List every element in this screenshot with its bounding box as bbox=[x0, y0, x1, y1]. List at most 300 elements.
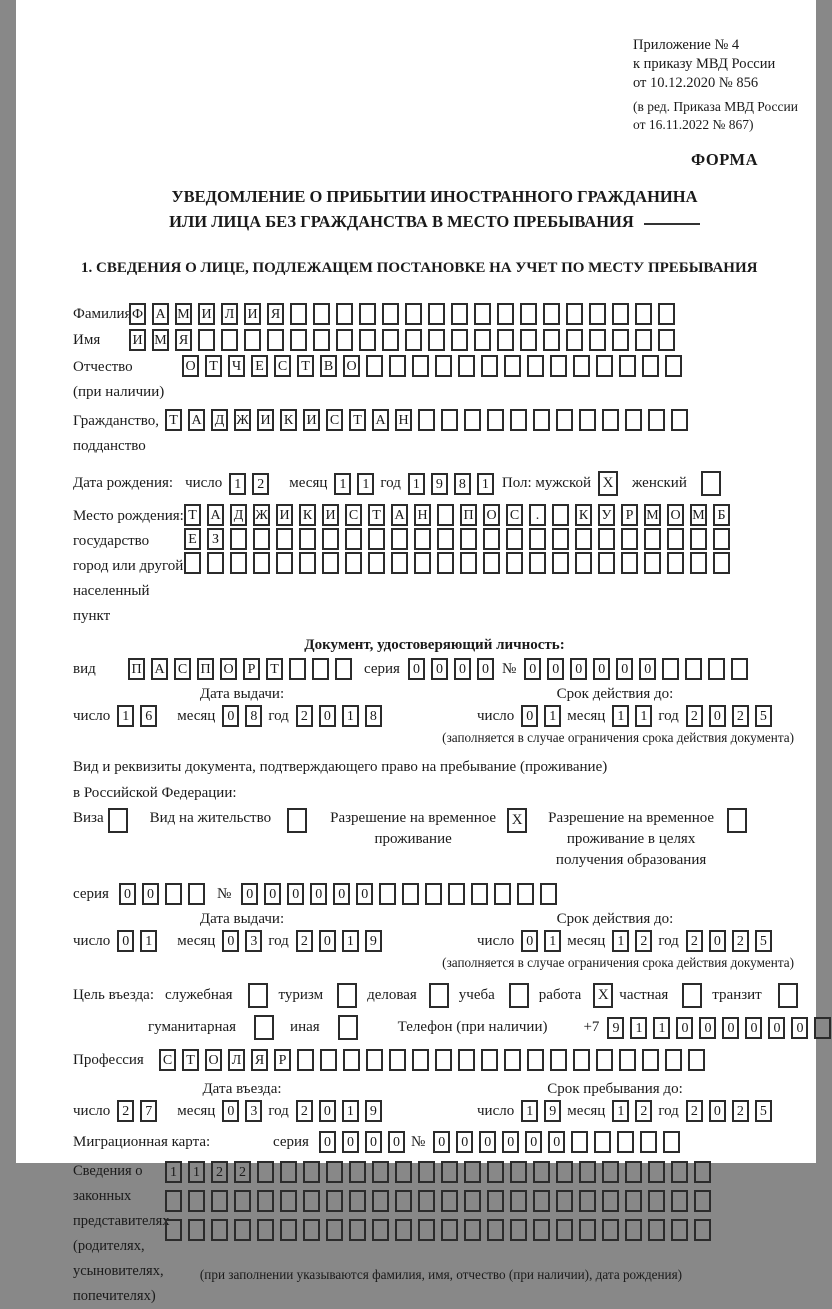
char-cell[interactable]: 1 bbox=[165, 1161, 182, 1183]
char-cell[interactable] bbox=[326, 1161, 343, 1183]
char-cell[interactable] bbox=[437, 528, 454, 550]
char-cell[interactable]: 1 bbox=[342, 1100, 359, 1122]
char-cell[interactable]: 1 bbox=[630, 1017, 647, 1039]
char-cell[interactable]: 0 bbox=[454, 658, 471, 680]
char-cell[interactable]: 0 bbox=[433, 1131, 450, 1153]
char-cell[interactable] bbox=[458, 1049, 475, 1071]
char-cell[interactable] bbox=[573, 1049, 590, 1071]
char-cell[interactable] bbox=[671, 1219, 688, 1241]
char-cell[interactable] bbox=[510, 1190, 527, 1212]
char-cell[interactable]: 3 bbox=[245, 930, 262, 952]
char-cell[interactable]: А bbox=[391, 504, 408, 526]
char-cell[interactable] bbox=[464, 1161, 481, 1183]
char-cell[interactable]: О bbox=[483, 504, 500, 526]
char-cell[interactable]: 5 bbox=[755, 705, 772, 727]
char-cell[interactable]: Я bbox=[175, 329, 192, 351]
char-cell[interactable] bbox=[336, 329, 353, 351]
char-cell[interactable] bbox=[276, 552, 293, 574]
char-cell[interactable] bbox=[230, 528, 247, 550]
char-cell[interactable]: 2 bbox=[686, 930, 703, 952]
char-cell[interactable] bbox=[596, 1049, 613, 1071]
sex-female-checkbox[interactable] bbox=[701, 471, 721, 496]
char-cell[interactable]: П bbox=[460, 504, 477, 526]
char-cell[interactable]: О bbox=[205, 1049, 222, 1071]
char-cell[interactable] bbox=[349, 1190, 366, 1212]
char-cell[interactable]: 1 bbox=[612, 705, 629, 727]
char-cell[interactable]: И bbox=[322, 504, 339, 526]
char-cell[interactable] bbox=[435, 1049, 452, 1071]
char-cell[interactable] bbox=[253, 552, 270, 574]
char-cell[interactable] bbox=[510, 1219, 527, 1241]
char-cell[interactable]: Б bbox=[713, 504, 730, 526]
char-cell[interactable] bbox=[425, 883, 442, 905]
char-cell[interactable] bbox=[487, 1190, 504, 1212]
char-cell[interactable] bbox=[648, 409, 665, 431]
char-cell[interactable] bbox=[642, 1049, 659, 1071]
char-cell[interactable]: 2 bbox=[732, 1100, 749, 1122]
char-cell[interactable]: Т bbox=[266, 658, 283, 680]
char-cell[interactable] bbox=[573, 355, 590, 377]
char-cell[interactable]: А bbox=[207, 504, 224, 526]
char-cell[interactable] bbox=[648, 1161, 665, 1183]
char-cell[interactable] bbox=[464, 1190, 481, 1212]
char-cell[interactable] bbox=[184, 552, 201, 574]
char-cell[interactable]: 0 bbox=[456, 1131, 473, 1153]
char-cell[interactable]: 0 bbox=[342, 1131, 359, 1153]
char-cell[interactable]: 0 bbox=[222, 1100, 239, 1122]
char-cell[interactable] bbox=[635, 329, 652, 351]
char-cell[interactable]: Я bbox=[251, 1049, 268, 1071]
char-cell[interactable] bbox=[598, 528, 615, 550]
char-cell[interactable]: С bbox=[506, 504, 523, 526]
char-cell[interactable] bbox=[234, 1190, 251, 1212]
char-cell[interactable]: 1 bbox=[229, 473, 246, 495]
char-cell[interactable] bbox=[662, 658, 679, 680]
char-cell[interactable] bbox=[533, 409, 550, 431]
char-cell[interactable] bbox=[625, 1219, 642, 1241]
char-cell[interactable] bbox=[244, 329, 261, 351]
char-cell[interactable]: К bbox=[575, 504, 592, 526]
char-cell[interactable] bbox=[391, 552, 408, 574]
char-cell[interactable]: 8 bbox=[245, 705, 262, 727]
char-cell[interactable] bbox=[165, 883, 182, 905]
char-cell[interactable] bbox=[497, 329, 514, 351]
char-cell[interactable] bbox=[487, 409, 504, 431]
char-cell[interactable] bbox=[464, 409, 481, 431]
char-cell[interactable] bbox=[418, 409, 435, 431]
char-cell[interactable]: Р bbox=[243, 658, 260, 680]
char-cell[interactable] bbox=[412, 355, 429, 377]
char-cell[interactable]: Ф bbox=[129, 303, 146, 325]
char-cell[interactable] bbox=[671, 1161, 688, 1183]
char-cell[interactable]: Я bbox=[267, 303, 284, 325]
char-cell[interactable]: 8 bbox=[365, 705, 382, 727]
char-cell[interactable] bbox=[471, 883, 488, 905]
char-cell[interactable] bbox=[366, 1049, 383, 1071]
char-cell[interactable]: 9 bbox=[431, 473, 448, 495]
purpose-official-checkbox[interactable] bbox=[248, 983, 268, 1008]
purpose-private-checkbox[interactable] bbox=[682, 983, 702, 1008]
char-cell[interactable] bbox=[165, 1219, 182, 1241]
char-cell[interactable] bbox=[441, 1190, 458, 1212]
char-cell[interactable] bbox=[389, 355, 406, 377]
char-cell[interactable] bbox=[694, 1190, 711, 1212]
purpose-humanitarian-checkbox[interactable] bbox=[254, 1015, 274, 1040]
char-cell[interactable] bbox=[326, 1190, 343, 1212]
char-cell[interactable] bbox=[579, 1161, 596, 1183]
char-cell[interactable] bbox=[395, 1219, 412, 1241]
char-cell[interactable] bbox=[372, 1190, 389, 1212]
char-cell[interactable] bbox=[188, 1190, 205, 1212]
char-cell[interactable] bbox=[198, 329, 215, 351]
char-cell[interactable] bbox=[658, 303, 675, 325]
char-cell[interactable]: 0 bbox=[319, 705, 336, 727]
char-cell[interactable] bbox=[464, 1219, 481, 1241]
char-cell[interactable] bbox=[494, 883, 511, 905]
char-cell[interactable] bbox=[671, 1190, 688, 1212]
char-cell[interactable] bbox=[297, 1049, 314, 1071]
char-cell[interactable]: 0 bbox=[319, 1100, 336, 1122]
char-cell[interactable] bbox=[497, 303, 514, 325]
char-cell[interactable]: 0 bbox=[639, 658, 656, 680]
char-cell[interactable]: 1 bbox=[612, 930, 629, 952]
char-cell[interactable]: Н bbox=[414, 504, 431, 526]
char-cell[interactable]: 1 bbox=[521, 1100, 538, 1122]
char-cell[interactable] bbox=[320, 1049, 337, 1071]
char-cell[interactable]: 0 bbox=[525, 1131, 542, 1153]
char-cell[interactable] bbox=[389, 1049, 406, 1071]
char-cell[interactable]: Н bbox=[395, 409, 412, 431]
char-cell[interactable] bbox=[428, 329, 445, 351]
char-cell[interactable]: М bbox=[644, 504, 661, 526]
char-cell[interactable]: Е bbox=[251, 355, 268, 377]
char-cell[interactable] bbox=[276, 528, 293, 550]
char-cell[interactable]: У bbox=[598, 504, 615, 526]
char-cell[interactable] bbox=[550, 1049, 567, 1071]
char-cell[interactable] bbox=[625, 1161, 642, 1183]
char-cell[interactable]: С bbox=[174, 658, 191, 680]
char-cell[interactable] bbox=[527, 1049, 544, 1071]
purpose-transit-checkbox[interactable] bbox=[778, 983, 798, 1008]
char-cell[interactable] bbox=[414, 528, 431, 550]
char-cell[interactable] bbox=[257, 1190, 274, 1212]
char-cell[interactable] bbox=[299, 552, 316, 574]
char-cell[interactable]: 0 bbox=[333, 883, 350, 905]
char-cell[interactable] bbox=[280, 1161, 297, 1183]
char-cell[interactable]: 0 bbox=[676, 1017, 693, 1039]
char-cell[interactable] bbox=[280, 1190, 297, 1212]
char-cell[interactable]: С bbox=[345, 504, 362, 526]
char-cell[interactable] bbox=[708, 658, 725, 680]
char-cell[interactable]: 2 bbox=[635, 930, 652, 952]
char-cell[interactable] bbox=[412, 1049, 429, 1071]
char-cell[interactable] bbox=[418, 1219, 435, 1241]
char-cell[interactable]: Т bbox=[349, 409, 366, 431]
char-cell[interactable]: М bbox=[152, 329, 169, 351]
char-cell[interactable]: Д bbox=[230, 504, 247, 526]
char-cell[interactable]: И bbox=[129, 329, 146, 351]
char-cell[interactable] bbox=[349, 1219, 366, 1241]
char-cell[interactable] bbox=[335, 658, 352, 680]
char-cell[interactable]: К bbox=[280, 409, 297, 431]
char-cell[interactable]: Т bbox=[184, 504, 201, 526]
char-cell[interactable] bbox=[481, 355, 498, 377]
char-cell[interactable]: 0 bbox=[117, 930, 134, 952]
sex-male-checkbox[interactable]: X bbox=[598, 471, 618, 496]
char-cell[interactable] bbox=[451, 303, 468, 325]
char-cell[interactable]: П bbox=[197, 658, 214, 680]
char-cell[interactable]: Т bbox=[165, 409, 182, 431]
char-cell[interactable]: 1 bbox=[408, 473, 425, 495]
char-cell[interactable] bbox=[594, 1131, 611, 1153]
char-cell[interactable] bbox=[395, 1161, 412, 1183]
char-cell[interactable]: 6 bbox=[140, 705, 157, 727]
char-cell[interactable] bbox=[487, 1161, 504, 1183]
char-cell[interactable]: Ч bbox=[228, 355, 245, 377]
char-cell[interactable] bbox=[612, 329, 629, 351]
char-cell[interactable] bbox=[312, 658, 329, 680]
char-cell[interactable]: О bbox=[220, 658, 237, 680]
char-cell[interactable] bbox=[529, 552, 546, 574]
char-cell[interactable] bbox=[474, 329, 491, 351]
char-cell[interactable]: 1 bbox=[635, 705, 652, 727]
char-cell[interactable] bbox=[665, 1049, 682, 1071]
char-cell[interactable]: С bbox=[326, 409, 343, 431]
char-cell[interactable] bbox=[602, 1161, 619, 1183]
char-cell[interactable] bbox=[437, 552, 454, 574]
char-cell[interactable] bbox=[648, 1190, 665, 1212]
char-cell[interactable] bbox=[506, 528, 523, 550]
char-cell[interactable]: 9 bbox=[544, 1100, 561, 1122]
char-cell[interactable]: 5 bbox=[755, 1100, 772, 1122]
char-cell[interactable] bbox=[448, 883, 465, 905]
char-cell[interactable] bbox=[391, 528, 408, 550]
char-cell[interactable] bbox=[602, 1190, 619, 1212]
char-cell[interactable]: М bbox=[690, 504, 707, 526]
char-cell[interactable]: М bbox=[175, 303, 192, 325]
char-cell[interactable]: А bbox=[152, 303, 169, 325]
char-cell[interactable] bbox=[589, 329, 606, 351]
char-cell[interactable] bbox=[533, 1161, 550, 1183]
char-cell[interactable]: 0 bbox=[356, 883, 373, 905]
char-cell[interactable]: 0 bbox=[768, 1017, 785, 1039]
char-cell[interactable]: 0 bbox=[791, 1017, 808, 1039]
visa-checkbox[interactable] bbox=[108, 808, 128, 833]
char-cell[interactable] bbox=[520, 303, 537, 325]
char-cell[interactable]: 2 bbox=[211, 1161, 228, 1183]
char-cell[interactable] bbox=[619, 355, 636, 377]
char-cell[interactable] bbox=[343, 1049, 360, 1071]
char-cell[interactable] bbox=[405, 329, 422, 351]
char-cell[interactable]: 1 bbox=[357, 473, 374, 495]
char-cell[interactable]: 1 bbox=[140, 930, 157, 952]
char-cell[interactable] bbox=[382, 303, 399, 325]
char-cell[interactable] bbox=[290, 329, 307, 351]
char-cell[interactable]: А bbox=[188, 409, 205, 431]
char-cell[interactable] bbox=[359, 329, 376, 351]
char-cell[interactable]: 0 bbox=[547, 658, 564, 680]
char-cell[interactable] bbox=[322, 552, 339, 574]
char-cell[interactable]: 1 bbox=[188, 1161, 205, 1183]
char-cell[interactable]: Е bbox=[184, 528, 201, 550]
char-cell[interactable]: 0 bbox=[119, 883, 136, 905]
char-cell[interactable]: К bbox=[299, 504, 316, 526]
char-cell[interactable] bbox=[644, 528, 661, 550]
char-cell[interactable]: 0 bbox=[408, 658, 425, 680]
char-cell[interactable] bbox=[257, 1161, 274, 1183]
char-cell[interactable] bbox=[474, 303, 491, 325]
char-cell[interactable] bbox=[379, 883, 396, 905]
char-cell[interactable]: О bbox=[182, 355, 199, 377]
char-cell[interactable]: 0 bbox=[222, 705, 239, 727]
char-cell[interactable] bbox=[552, 528, 569, 550]
char-cell[interactable] bbox=[372, 1161, 389, 1183]
char-cell[interactable] bbox=[211, 1219, 228, 1241]
char-cell[interactable]: О bbox=[667, 504, 684, 526]
char-cell[interactable] bbox=[619, 1049, 636, 1071]
char-cell[interactable] bbox=[441, 409, 458, 431]
char-cell[interactable] bbox=[517, 883, 534, 905]
char-cell[interactable]: 0 bbox=[709, 705, 726, 727]
char-cell[interactable] bbox=[289, 658, 306, 680]
char-cell[interactable] bbox=[451, 329, 468, 351]
char-cell[interactable]: 9 bbox=[365, 1100, 382, 1122]
char-cell[interactable]: 0 bbox=[222, 930, 239, 952]
char-cell[interactable] bbox=[579, 1219, 596, 1241]
char-cell[interactable] bbox=[230, 552, 247, 574]
char-cell[interactable] bbox=[165, 1190, 182, 1212]
char-cell[interactable] bbox=[313, 329, 330, 351]
char-cell[interactable] bbox=[382, 329, 399, 351]
char-cell[interactable] bbox=[589, 303, 606, 325]
char-cell[interactable]: 0 bbox=[699, 1017, 716, 1039]
char-cell[interactable] bbox=[644, 552, 661, 574]
char-cell[interactable]: И bbox=[303, 409, 320, 431]
char-cell[interactable] bbox=[435, 355, 452, 377]
char-cell[interactable] bbox=[257, 1219, 274, 1241]
char-cell[interactable] bbox=[621, 528, 638, 550]
char-cell[interactable]: 1 bbox=[544, 705, 561, 727]
char-cell[interactable] bbox=[460, 552, 477, 574]
char-cell[interactable]: . bbox=[529, 504, 546, 526]
char-cell[interactable]: 5 bbox=[755, 930, 772, 952]
char-cell[interactable]: И bbox=[257, 409, 274, 431]
char-cell[interactable] bbox=[694, 1219, 711, 1241]
char-cell[interactable] bbox=[667, 552, 684, 574]
char-cell[interactable]: 8 bbox=[454, 473, 471, 495]
char-cell[interactable]: 0 bbox=[722, 1017, 739, 1039]
char-cell[interactable]: С bbox=[274, 355, 291, 377]
char-cell[interactable] bbox=[625, 1190, 642, 1212]
char-cell[interactable]: 0 bbox=[142, 883, 159, 905]
char-cell[interactable]: 7 bbox=[140, 1100, 157, 1122]
char-cell[interactable]: 2 bbox=[635, 1100, 652, 1122]
char-cell[interactable] bbox=[267, 329, 284, 351]
char-cell[interactable] bbox=[520, 329, 537, 351]
char-cell[interactable] bbox=[322, 528, 339, 550]
char-cell[interactable] bbox=[598, 552, 615, 574]
char-cell[interactable] bbox=[642, 355, 659, 377]
char-cell[interactable] bbox=[504, 1049, 521, 1071]
char-cell[interactable] bbox=[575, 528, 592, 550]
char-cell[interactable] bbox=[556, 1190, 573, 1212]
char-cell[interactable]: 9 bbox=[365, 930, 382, 952]
char-cell[interactable] bbox=[460, 528, 477, 550]
char-cell[interactable]: 0 bbox=[548, 1131, 565, 1153]
char-cell[interactable] bbox=[635, 303, 652, 325]
char-cell[interactable]: С bbox=[159, 1049, 176, 1071]
char-cell[interactable] bbox=[481, 1049, 498, 1071]
char-cell[interactable]: А bbox=[151, 658, 168, 680]
char-cell[interactable] bbox=[731, 658, 748, 680]
char-cell[interactable] bbox=[418, 1190, 435, 1212]
char-cell[interactable] bbox=[571, 1131, 588, 1153]
char-cell[interactable]: 0 bbox=[365, 1131, 382, 1153]
char-cell[interactable]: 1 bbox=[653, 1017, 670, 1039]
char-cell[interactable]: 0 bbox=[709, 1100, 726, 1122]
char-cell[interactable] bbox=[543, 329, 560, 351]
char-cell[interactable]: 2 bbox=[732, 930, 749, 952]
char-cell[interactable]: 0 bbox=[264, 883, 281, 905]
char-cell[interactable]: 1 bbox=[342, 930, 359, 952]
char-cell[interactable] bbox=[596, 355, 613, 377]
char-cell[interactable]: 2 bbox=[296, 705, 313, 727]
char-cell[interactable]: О bbox=[343, 355, 360, 377]
char-cell[interactable]: 1 bbox=[117, 705, 134, 727]
char-cell[interactable] bbox=[552, 552, 569, 574]
char-cell[interactable]: 9 bbox=[607, 1017, 624, 1039]
char-cell[interactable] bbox=[556, 1219, 573, 1241]
char-cell[interactable] bbox=[694, 1161, 711, 1183]
char-cell[interactable]: 2 bbox=[732, 705, 749, 727]
char-cell[interactable]: 2 bbox=[686, 1100, 703, 1122]
char-cell[interactable] bbox=[612, 303, 629, 325]
char-cell[interactable] bbox=[504, 355, 521, 377]
char-cell[interactable] bbox=[441, 1219, 458, 1241]
char-cell[interactable] bbox=[188, 883, 205, 905]
char-cell[interactable]: 0 bbox=[477, 658, 494, 680]
char-cell[interactable] bbox=[211, 1190, 228, 1212]
char-cell[interactable]: 2 bbox=[686, 705, 703, 727]
char-cell[interactable]: И bbox=[276, 504, 293, 526]
char-cell[interactable] bbox=[648, 1219, 665, 1241]
char-cell[interactable] bbox=[280, 1219, 297, 1241]
char-cell[interactable] bbox=[510, 1161, 527, 1183]
char-cell[interactable] bbox=[602, 409, 619, 431]
char-cell[interactable] bbox=[566, 303, 583, 325]
char-cell[interactable] bbox=[345, 552, 362, 574]
char-cell[interactable] bbox=[621, 552, 638, 574]
char-cell[interactable] bbox=[418, 1161, 435, 1183]
char-cell[interactable] bbox=[234, 1219, 251, 1241]
char-cell[interactable] bbox=[814, 1017, 831, 1039]
char-cell[interactable]: 0 bbox=[709, 930, 726, 952]
char-cell[interactable]: 3 bbox=[245, 1100, 262, 1122]
temp-residence-checkbox[interactable]: X bbox=[507, 808, 527, 833]
char-cell[interactable] bbox=[552, 504, 569, 526]
char-cell[interactable] bbox=[253, 528, 270, 550]
char-cell[interactable] bbox=[690, 528, 707, 550]
char-cell[interactable] bbox=[506, 552, 523, 574]
char-cell[interactable] bbox=[336, 303, 353, 325]
char-cell[interactable] bbox=[690, 552, 707, 574]
char-cell[interactable] bbox=[575, 552, 592, 574]
char-cell[interactable] bbox=[313, 303, 330, 325]
char-cell[interactable] bbox=[359, 303, 376, 325]
char-cell[interactable]: Л bbox=[228, 1049, 245, 1071]
char-cell[interactable] bbox=[366, 355, 383, 377]
char-cell[interactable] bbox=[483, 552, 500, 574]
